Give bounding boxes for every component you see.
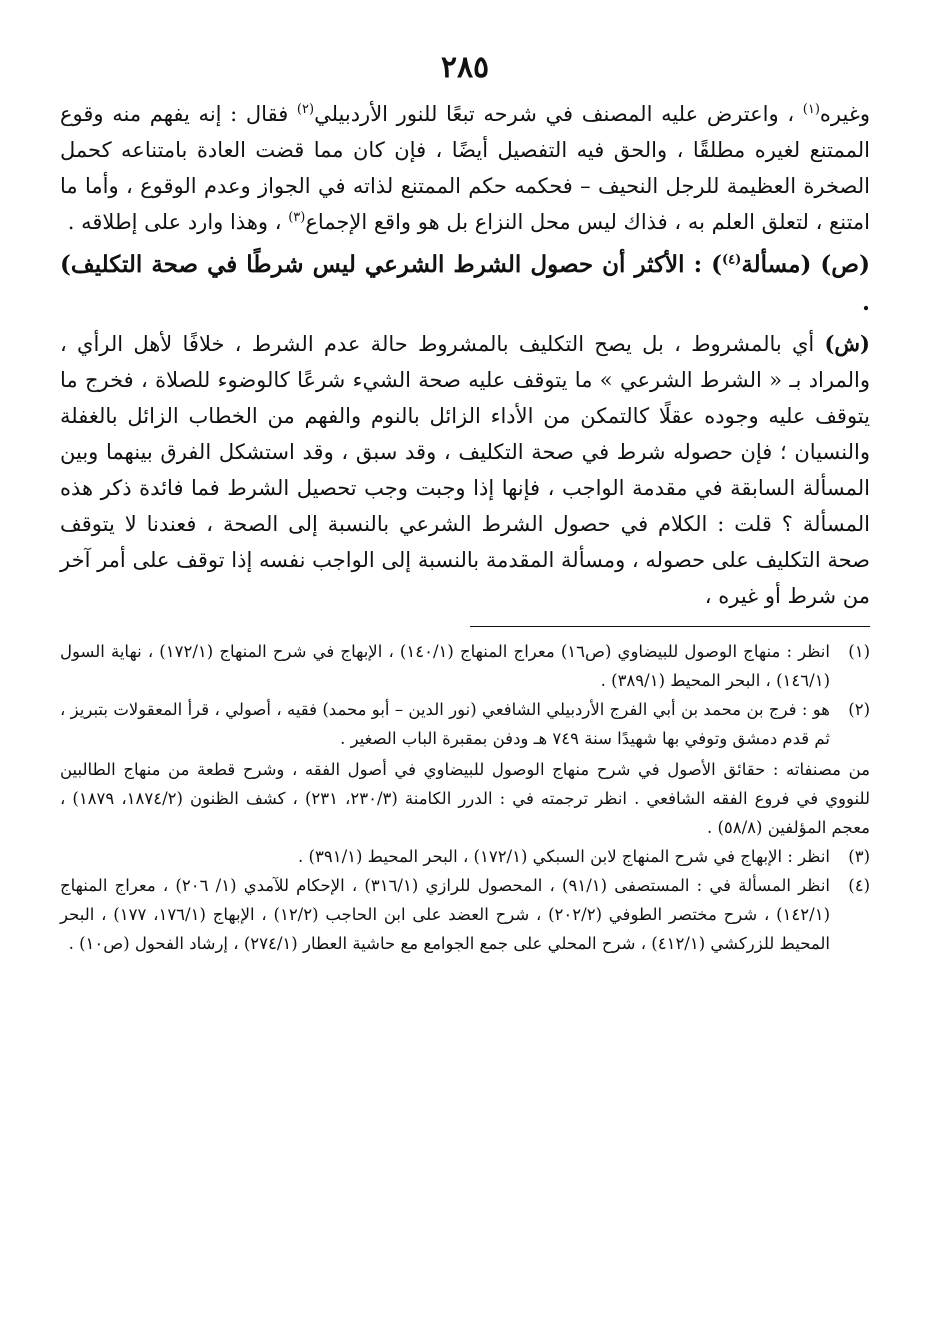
footnote-text: هو : فرج بن محمد بن أبي الفرج الأردبيلي الشافعي (نور الدين – أبو محمد) فقيه ، أصولي ، قرأ المعقولات بتبريز ، ثم قدم دمشق وتوفي بها شهيدًا سنة ٧٤٩ هـ ودفن بمقبرة الباب الصغير . — [60, 700, 830, 748]
paragraph-text: فقال : إنه يفهم منه وقوع الممتنع لغيره مطلقًا ، والحق فيه التفصيل أيضًا ، فإن كان مما قضت العادة بامتناعه كحمل الصخرة العظيمة للرجل النحيف – فحكمه حكم الممتنع لذاته في الجواز وعدم الوقوع ، وأما ما امتنع ، لتعلق العلم به ، فذاك ليس محل النزاع بل هو واقع الإجماع — [60, 102, 870, 234]
footnote-2 — [60, 695, 870, 753]
footnote-text: انظر : الإبهاج في شرح المنهاج لابن السبكي (١٧٢/١) ، البحر المحيط (٣٩١/١) . — [298, 847, 830, 866]
footnote-1 — [60, 637, 870, 695]
footnote-4 — [60, 871, 870, 958]
issue-prefix: (ص) (مسألة — [741, 251, 870, 278]
paragraph-text: وغيره — [819, 102, 870, 126]
footnote-separator — [470, 626, 870, 627]
paragraph-text: ، وهذا وارد على إطلاقه . — [67, 210, 289, 234]
paragraph-main-2 — [60, 326, 870, 614]
page-number: ٢٨٥ — [440, 50, 490, 85]
footnote-ref: (٢) — [296, 102, 315, 117]
issue-text: ) : الأكثر أن حصول الشرط الشرعي ليس شرطًا في صحة التكليف) . — [60, 251, 870, 316]
footnote-2-continuation: من مصنفاته : حقائق الأصول في شرح منهاج الوصول للبيضاوي في أصول الفقه ، وشرح قطعة من منهاج الطالبين للنووي في فروع الفقه الشافعي . انظر ترجمته في : الدرر الكامنة (٢٣٠/٣، ٢٣١) ، كشف الظنون (١٨٧٤/٢، ١٨٧٩) ، معجم المؤلفين (٥٨/٨) . — [60, 760, 871, 837]
issue-heading — [60, 246, 870, 322]
document-page — [60, 48, 870, 958]
footnote-number: (٤) — [848, 876, 870, 895]
footnote-number: (٢) — [848, 700, 870, 719]
footnote-ref: (١) — [802, 102, 820, 117]
footnote-3 — [60, 842, 870, 871]
footnote-number: (٣) — [848, 847, 870, 866]
footnote-ref: (٤) — [722, 252, 742, 268]
footnote-text: انظر : منهاج الوصول للبيضاوي (ص١٦) معراج المنهاج (١٤٠/١) ، الإبهاج في شرح المنهاج (١٧٢/١) ، نهاية السول (١٤٦/١) ، البحر المحيط (٣٨٩/١) . — [60, 642, 830, 690]
paragraph-text: ، واعترض عليه المصنف في شرحه تبعًا للنور الأردبيلي — [314, 102, 803, 126]
paragraph-main-1 — [60, 96, 870, 240]
commentary-marker: (ش) — [824, 331, 870, 356]
footnote-number: (١) — [848, 642, 870, 661]
footnote-ref: (٣) — [288, 210, 306, 225]
footnote-text: انظر المسألة في : المستصفى (٩١/١) ، المحصول للرازي (٣١٦/١) ، الإحكام للآمدي (١/ ٢٠٦) ، معراج المنهاج (١٤٢/١) ، شرح مختصر الطوفي (٢٠٢/٢) ، شرح العضد على ابن الحاجب (١٢/٢) ، الإبهاج (١٧٦/١، ١٧٧) ، البحر المحيط للزركشي (٤١٢/١) ، شرح المحلي على جمع الجوامع مع حاشية العطار (٢٧٤/١) ، إرشاد الفحول (ص١٠) . — [60, 876, 830, 953]
paragraph-text: أي بالمشروط ، بل يصح التكليف بالمشروط حالة عدم الشرط ، خلافًا لأهل الرأي ، والمراد بـ « الشرط الشرعي » ما يتوقف عليه صحة الشيء شرعًا كالوضوء للصلاة ، فخرج ما يتوقف عليه وجوده عقلًا كالتمكن من الأداء الزائل بالنوم والفهم من الخطاب الزائل بالغفلة والنسيان ؛ فإن حصوله شرط في صحة التكليف ، وقد سبق ، وقد استشكل الفرق بينهما وبين المسألة السابقة في مقدمة الواجب ، فإنها إذا وجبت وجب تحصيل الشرط فما فائدة ذكر هذه المسألة ؟ قلت : الكلام في حصول الشرط الشرعي بالنسبة إلى الصحة ، فعندنا لا يتوقف صحة التكليف على حصوله ، ومسألة المقدمة بالنسبة إلى الواجب نفسه إذا توقف على أمر آخر من شرط أو غيره ، — [60, 332, 870, 608]
